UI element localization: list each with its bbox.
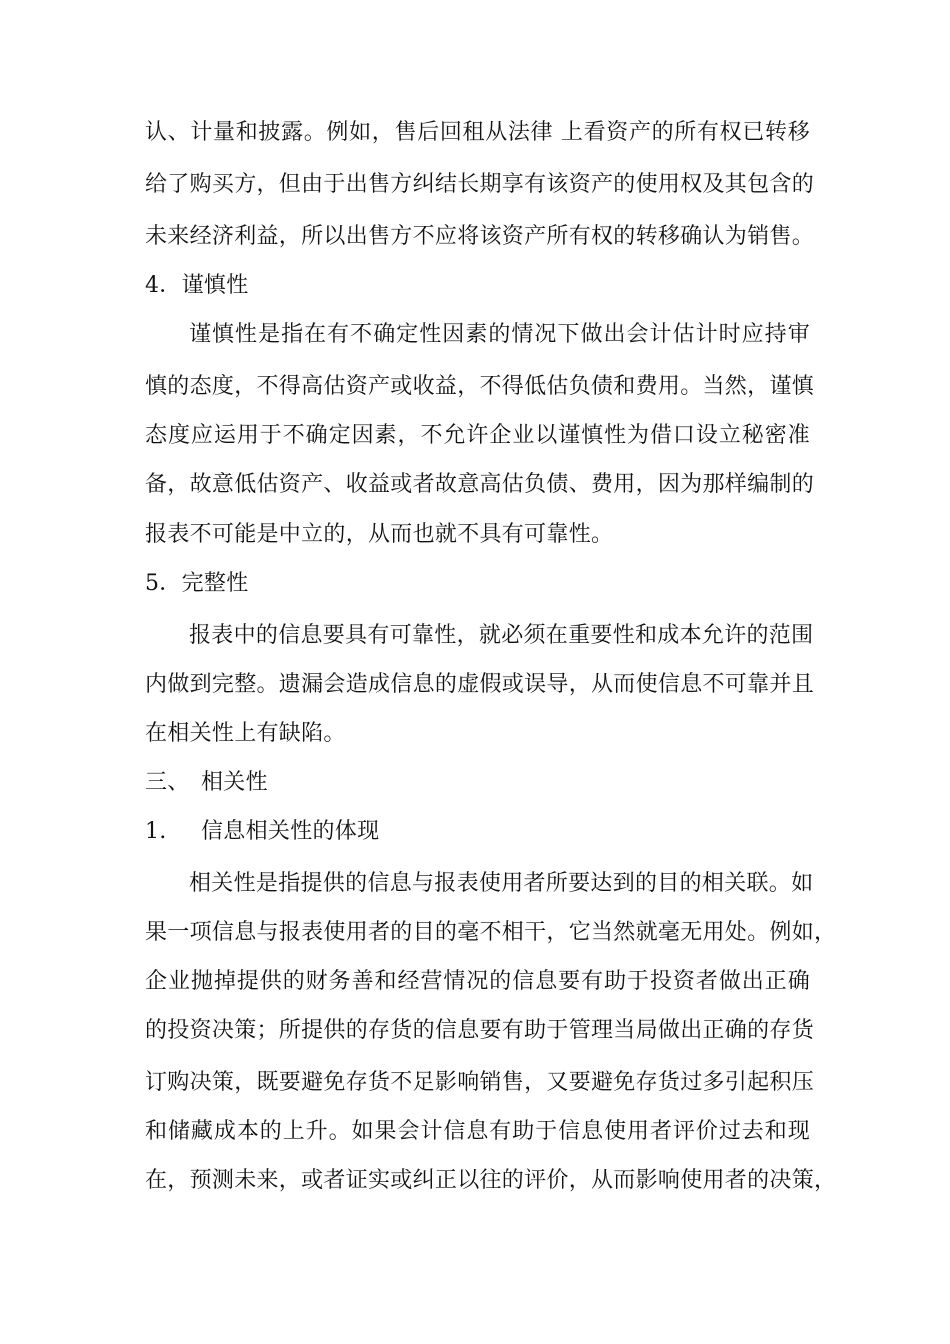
paragraph-line: 态度应运用于不确定因素，不允许企业以谨慎性为借口设立秘密准 xyxy=(145,423,810,448)
heading-prudence: 4．谨慎性 xyxy=(145,273,249,298)
subsection-number: 1. xyxy=(145,819,167,844)
heading-subsection-one xyxy=(145,817,810,847)
paragraph-line: 在，预测未来，或者证实或纠正以往的评价，从而影响使用者的决策， xyxy=(145,1168,837,1193)
paragraph-line: 未来经济利益，所以出售方不应将该资产所有权的转移确认为销售。 xyxy=(145,224,815,249)
paragraph-line: 给了购买方，但由于出售方纠结长期享有该资产的使用权及其包含的 xyxy=(145,172,815,197)
paragraph-line: 在相关性上有缺陷。 xyxy=(145,721,346,746)
paragraph-line: 果一项信息与报表使用者的目的毫不相干，它当然就毫无用处。例如， xyxy=(145,920,837,945)
paragraph-line: 订购决策，既要避免存货不足影响销售，又要避免存货过多引起积压 xyxy=(145,1070,815,1095)
paragraph-line: 认、计量和披露。例如，售后回租从法律 上看资产的所有权已转移 xyxy=(145,120,810,145)
paragraph-line: 和储藏成本的上升。如果会计信息有助于信息使用者评价过去和现 xyxy=(145,1119,810,1144)
paragraph-line: 相关性是指提供的信息与报表使用者所要达到的目的相关联。如 xyxy=(189,871,814,896)
section-number: 三、 xyxy=(145,770,190,795)
paragraph-line: 备，故意低估资产、收益或者故意高估负债、费用，因为那样编制的 xyxy=(145,472,815,497)
subsection-title: 信息相关性的体现 xyxy=(201,819,380,844)
paragraph-line: 谨慎性是指在有不确定性因素的情况下做出会计估计时应持审 xyxy=(189,322,810,347)
paragraph-line: 慎的态度，不得高估资产或收益，不得低估负债和费用。当然，谨慎 xyxy=(145,374,815,399)
paragraph-line: 内做到完整。遗漏会造成信息的虚假或误导，从而使信息不可靠并且 xyxy=(145,672,815,697)
paragraph-line: 企业抛掉提供的财务善和经营情况的信息要有助于投资者做出正确 xyxy=(145,969,810,994)
paragraph-line: 报表中的信息要具有可靠性，就必须在重要性和成本允许的范围 xyxy=(189,623,814,648)
heading-section-three xyxy=(145,768,810,798)
paragraph-line: 的投资决策；所提供的存货的信息要有助于管理当局做出正确的存货 xyxy=(145,1018,815,1043)
heading-completeness: 5．完整性 xyxy=(145,571,249,596)
paragraph-line: 报表不可能是中立的，从而也就不具有可靠性。 xyxy=(145,522,614,547)
section-title: 相关性 xyxy=(201,770,268,795)
